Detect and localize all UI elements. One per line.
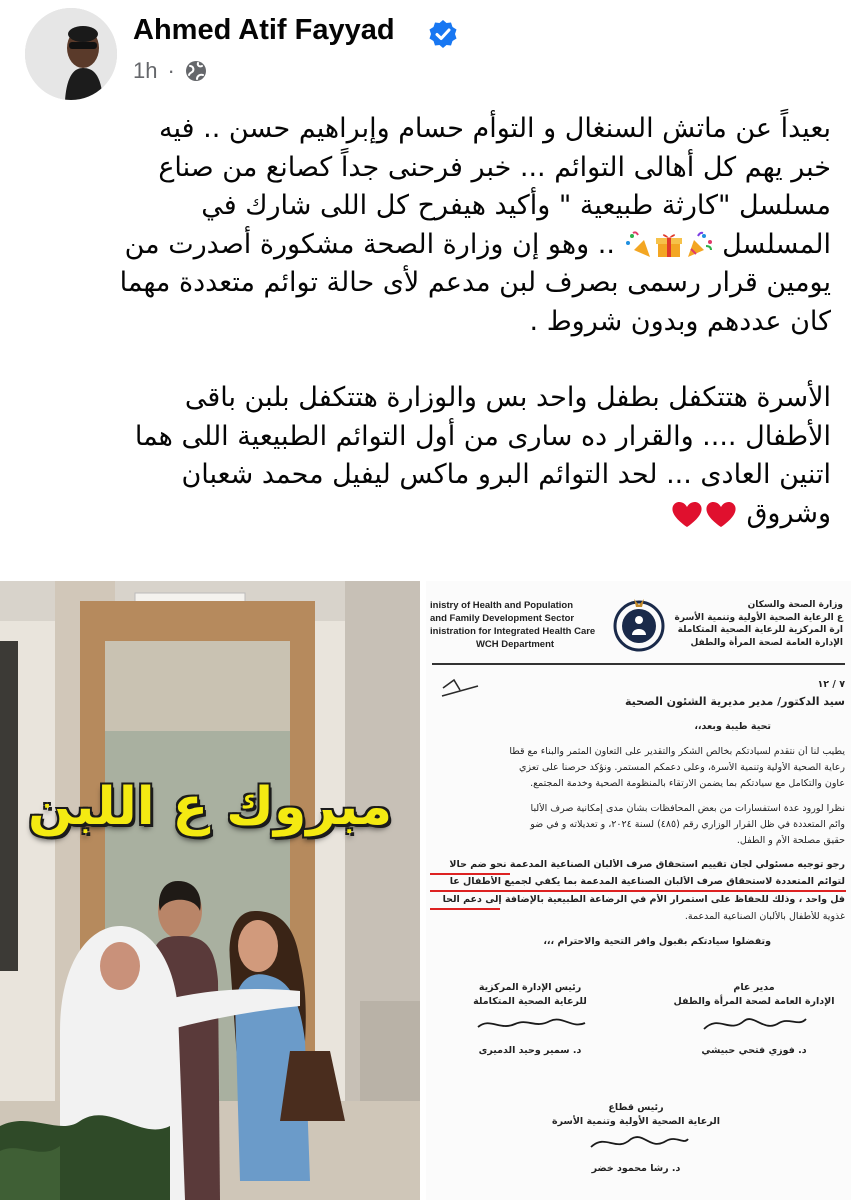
handwritten-signature [470,1009,590,1039]
red-underline [430,890,846,892]
post-body [20,110,831,533]
wrapped-gift-icon [654,230,684,260]
red-underline [430,873,510,875]
photo-official-document[interactable] [426,581,851,1200]
signature-name: د. فوزي فتحي حبيشي [701,1045,807,1056]
letter-body-line: غذوية للأطفال بالألبان الصناعية المدعمة. [684,911,845,922]
red-heart-icon [670,499,704,529]
signature-title: رئيس الإدارة المركزية [478,982,582,993]
signature-title: للرعاية الصحية المتكاملة [473,996,587,1007]
letter-en-header [430,599,600,651]
letter-body-line: فل واحد ، وذلك للحفاظ على استمرار الأم في الرضاعة الطبيعية بالإضافة إلى دعم الحا [442,894,845,905]
post-paragraph [20,379,831,533]
post-meta [133,58,207,84]
letter-body-line: عاون والتكامل مع سيادتكم بما يضمن الارتقاء بالمنظومة الصحية وخدمة المجتمع. [530,778,845,789]
ar-header-line: الإدارة العامة لصحة المرأة والطفل [690,637,843,648]
photo-tv-still[interactable] [0,581,420,1200]
text-line: الأطفال .... والقرار ده سارى من أول التوائم الطبيعية اللى هما [134,420,831,452]
tv-still-illustration [0,581,420,1200]
handwritten-signature [576,1129,696,1157]
ar-header-line: ع الرعاية الصحية الأولية وتنمية الأسرة [674,612,843,623]
ministry-letter [426,581,851,1200]
text-line: يومين قرار رسمى بصرف لبن مدعم لأى حالة توائم متعددة مهما [119,267,831,298]
ar-header-line: ارة المركزية للرعاية الصحية المتكاملة [677,625,843,635]
letter-recipient: سيد الدكتور/ مدير مديرية الشئون الصحية [625,696,845,708]
en-header-line: inistration for Integrated Health Care [430,626,596,637]
signature-title: الرعاية الصحية الأولية وتنمية الأسرة [551,1116,720,1127]
handwritten-date-text: ٧ / ١٢ [817,679,845,690]
signature-title: الإدارة العامة لصحة المرأة والطفل [673,996,835,1007]
header-divider [432,663,845,665]
signature-title: مدير عام [733,982,775,993]
red-underline [430,908,500,910]
en-header-line: WCH Department [475,639,555,650]
letter-greeting: تحية طيبة وبعد،، [694,721,771,732]
meta-separator: · [167,58,175,83]
post-header [0,0,851,100]
letter-body-line: رعاية الصحية الأولية وتنمية الأسرة، وعلى دعمكم المستمر. ونؤكد حرصنا على تعزي [519,762,845,773]
avatar-photo [25,8,117,100]
text-line: وشروق [746,497,831,529]
en-header-line: inistry of Health and Population [430,600,574,611]
handwritten-signature [694,1009,814,1039]
photo-overlay-caption: مبروك ع اللبن [27,777,393,837]
text-line: خبر يهم كل أهالى التوائم ... خبر فرحنى جداً كصانع من صناع [158,151,831,183]
globe-icon[interactable] [185,60,207,82]
signature-block-right [669,981,839,1058]
letter-closing: وتفضلوا سيادتكم بقبول وافر التحية والاحترام ،،، [543,936,771,947]
text-line: بعيداً عن ماتش السنغال و التوأم حسام وإبراهيم حسن .. فيه [159,113,831,144]
post-time[interactable]: 1h [133,58,158,83]
letter-body-line: رجو توجيه مسئولي لجان تقييم استحقاق صرف الألبان الصناعية المدعمة نحو ضم حالا [449,859,845,870]
signature-title: رئيس قطاع [608,1102,664,1113]
ar-header-line: وزارة الصحة والسكان [747,600,843,610]
signature-block-bottom [526,1101,746,1176]
signature-block-left [440,981,620,1058]
letter-body-line: وائم المتعددة في ظل القرار الوزاري رقم (٤٨٥) لسنة ٢٠٢٤، و تعديلاته و في ضو [530,819,845,830]
letter-body-line: نظرا لورود عدة استفسارات من بعض المحافظات بشأن مدى إمكانية صرف الألبا [530,803,845,814]
post-photos [0,581,851,1200]
en-header-line: and Family Development Sector [430,613,575,624]
text-line: الأسرة هتتكفل بطفل واحد بس والوزارة هتتكفل بلبن باقى [184,382,831,413]
verified-badge-icon [428,19,458,49]
signature-name: د. سمير وحيد الدميرى [478,1045,582,1056]
text-line: المسلسل [722,228,831,260]
letter-body-line: يطيب لنا أن نتقدم لسيادتكم بخالص الشكر والتقدير على التعاون المثمر والبناء مع قطا [509,746,845,757]
letter-body-line: لتوائم المتعددة لاستحقاق صرف الألبان الصناعية المدعمة بما يكفي لجميع الأطفال عا [449,876,845,887]
red-heart-icon [704,499,738,529]
text-line: .. وهو إن وزارة الصحة مشكورة أصدرت من [124,228,615,260]
confetti-ball-icon [624,230,654,260]
author-avatar[interactable] [25,8,117,100]
text-line: اتنين العادى ... لحد التوائم البرو ماكس ليفيل محمد شعبان [181,459,831,490]
signature-name: د. رشا محمود خضر [591,1163,681,1174]
post-paragraph [20,110,831,341]
text-line: مسلسل "كارثة طبيعية " وأكيد هيفرح كل اللى شارك في [201,190,831,221]
ministry-seal-icon [604,595,674,653]
author-name[interactable]: Ahmed Atif Fayyad [133,14,395,46]
text-line: كان عددهم وبدون شروط . [529,305,831,337]
letter-body-line: حقيق مصلحة الأم و الطفل. [736,835,845,846]
letter-ar-header [673,599,843,649]
party-popper-icon [684,230,714,260]
